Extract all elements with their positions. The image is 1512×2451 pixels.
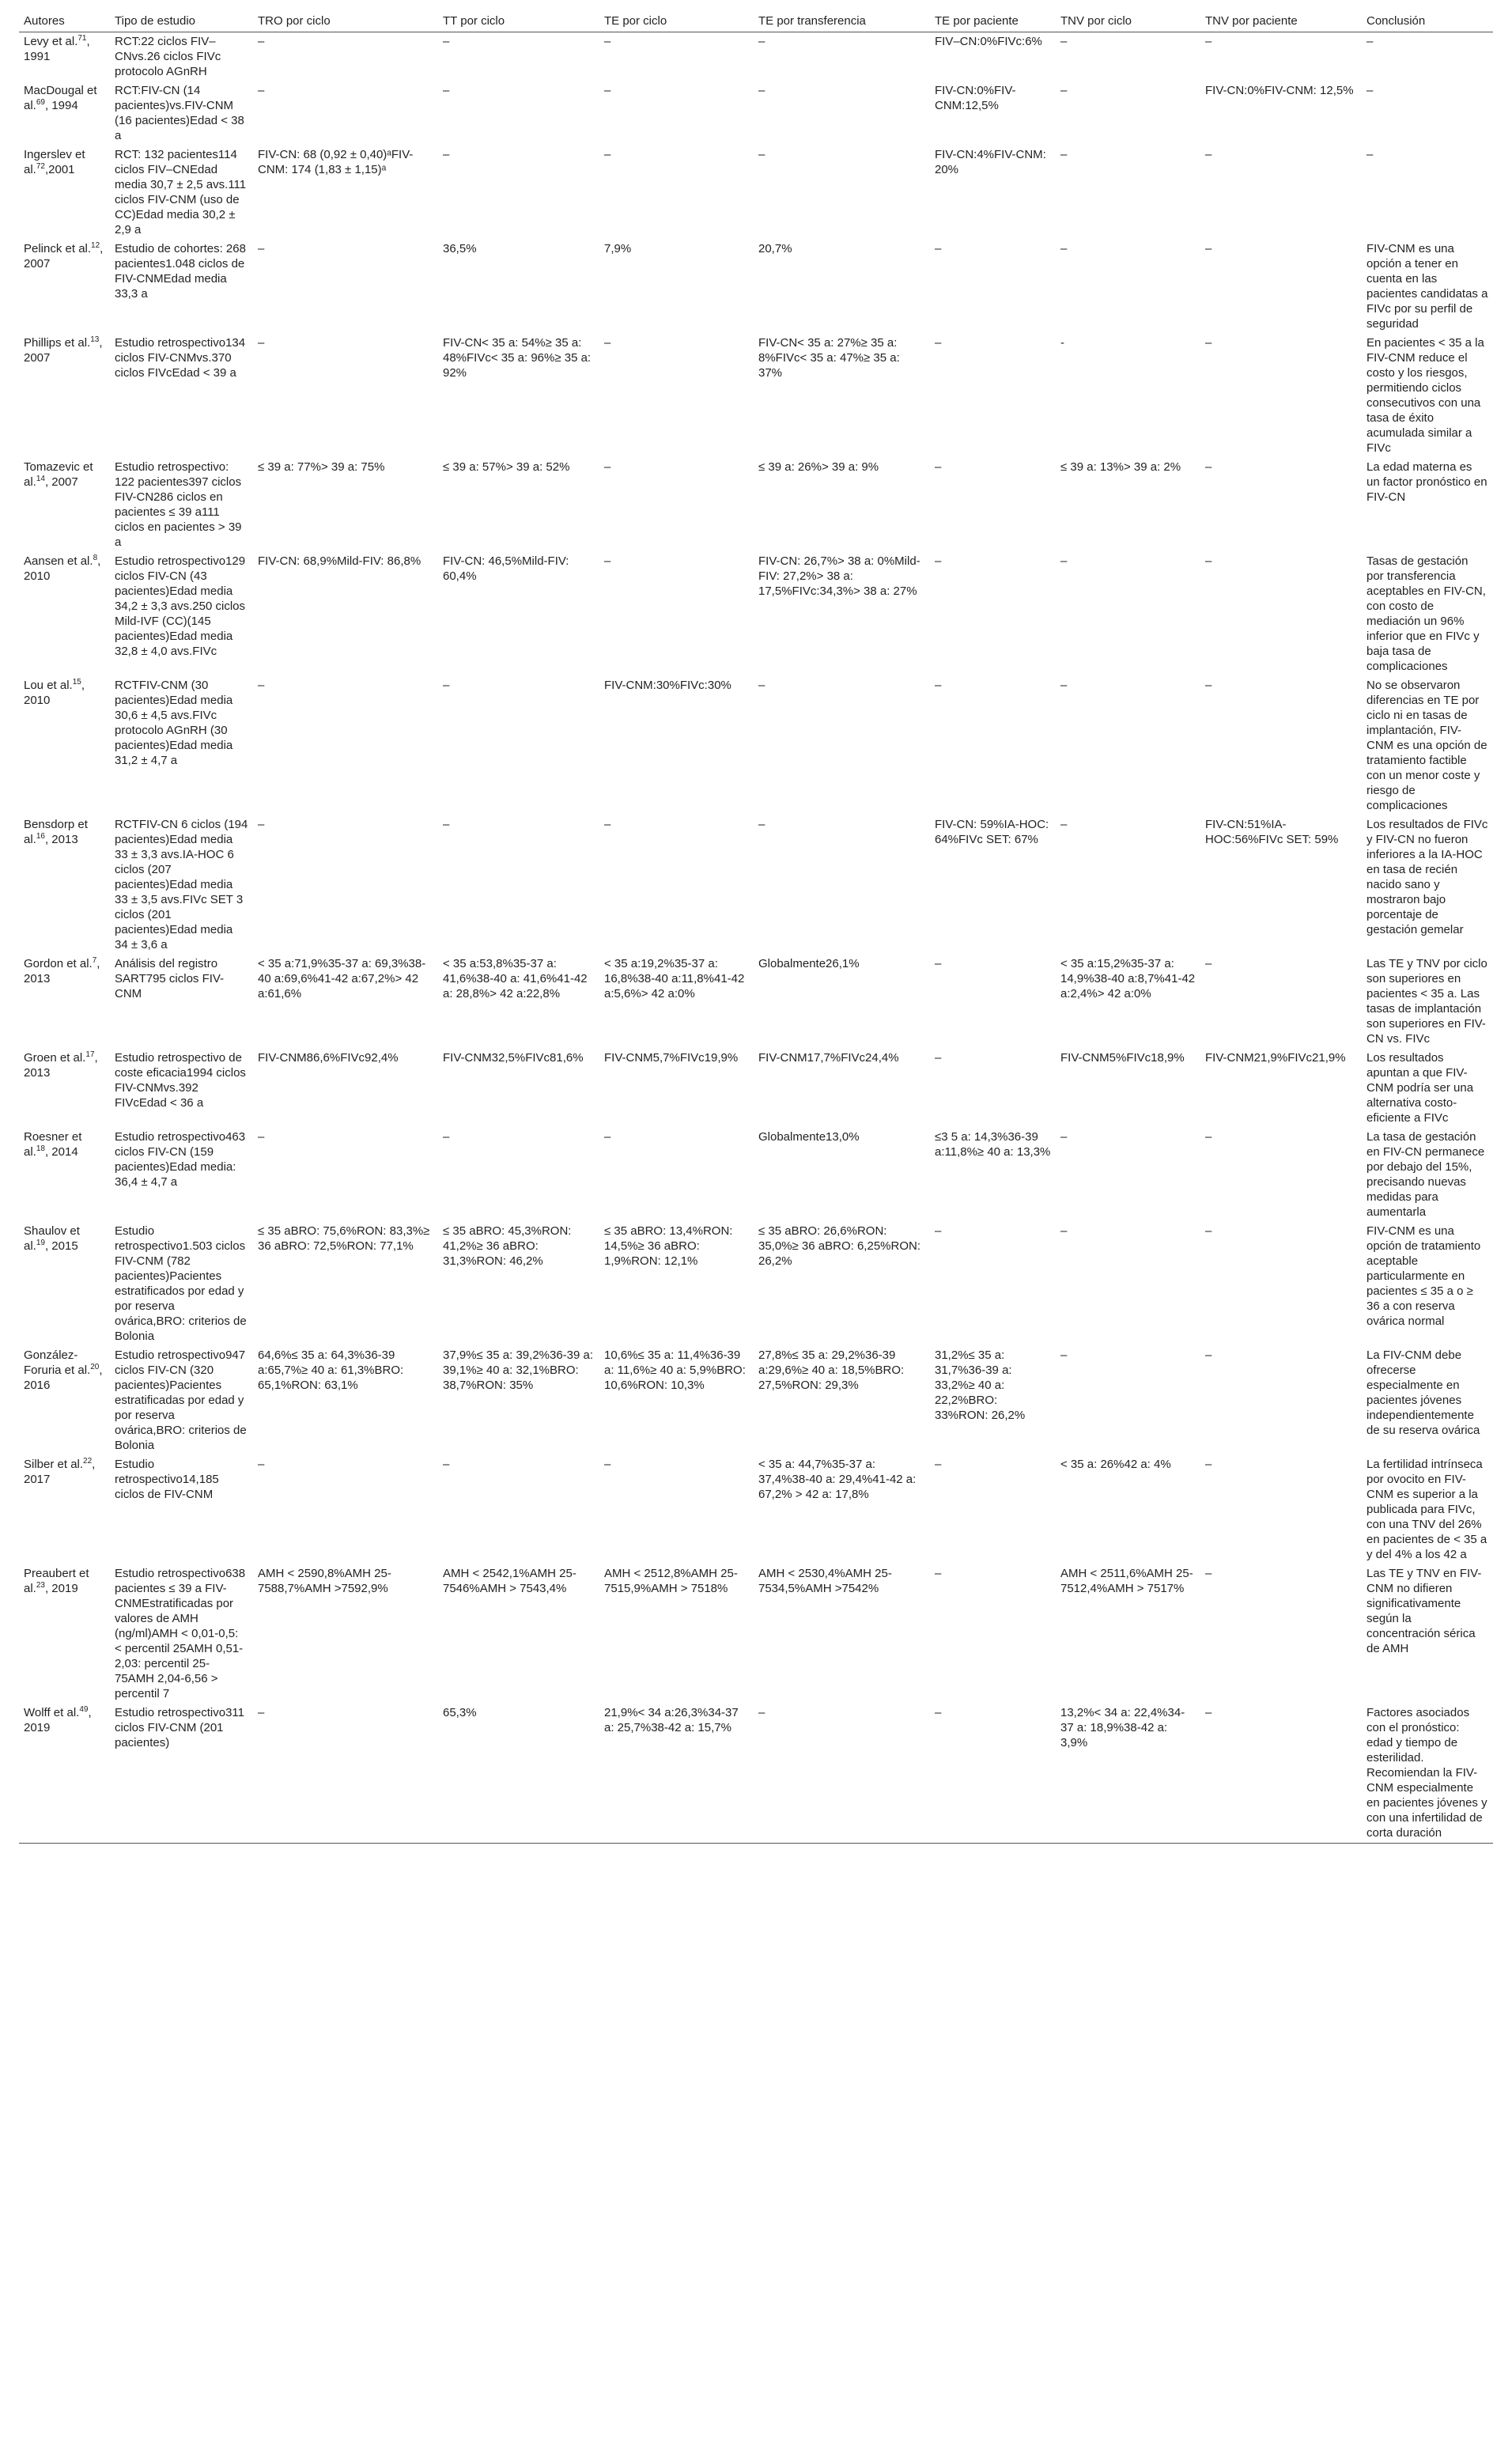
table-row [19, 32, 1493, 82]
author-year: , 2014 [44, 1145, 78, 1159]
reference-number[interactable]: 13 [90, 335, 100, 344]
te-paciente-cell: – [935, 554, 942, 568]
author-name: Ingerslev et al. [24, 148, 85, 176]
tnv-paciente-cell: – [1205, 1130, 1212, 1144]
header-te-transferencia: TE por transferencia [754, 0, 930, 32]
author-name: Gordon et al. [24, 957, 93, 970]
tnv-paciente-cell: – [1205, 35, 1212, 48]
study-type-cell: RCT:FIV-CN (14 pacientes)vs.FIV-CNM (16 pacientes)Edad < 38 a [115, 84, 244, 142]
author-cell [19, 815, 110, 955]
author-name: Aansen et al. [24, 554, 93, 568]
study-type-cell: Estudio retrospectivo1.503 ciclos FIV-CNM (782 pacientes)Pacientes estratificados por edad y por reserva ovárica,BRO: criterios de Bolonia [115, 1224, 247, 1343]
tro-ciclo-cell: ≤ 35 aBRO: 75,6%RON: 83,3%≥ 36 aBRO: 72,5%RON: 77,1% [258, 1224, 430, 1253]
author-year: , 2015 [44, 1239, 78, 1253]
tt-ciclo-cell: – [443, 1130, 450, 1144]
author-year: , 2016 [24, 1364, 103, 1392]
tnv-paciente-cell: – [1205, 1348, 1212, 1362]
te-paciente-cell: FIV-CN: 59%IA-HOC: 64%FIVc SET: 67% [935, 818, 1049, 846]
te-paciente-cell: FIV-CN:0%FIV-CNM:12,5% [935, 84, 1016, 112]
tro-ciclo-cell: – [258, 1130, 265, 1144]
author-name: MacDougal et al. [24, 84, 97, 112]
table-row [19, 146, 1493, 240]
te-ciclo-cell: – [604, 1130, 611, 1144]
tt-ciclo-cell: – [443, 1458, 450, 1471]
tnv-paciente-cell: – [1205, 242, 1212, 255]
tnv-ciclo-cell: < 35 a:15,2%35-37 a: 14,9%38-40 a:8,7%41-42 a:2,4%> 42 a:0% [1060, 957, 1196, 1000]
tro-ciclo-cell: AMH < 2590,8%AMH 25-7588,7%AMH >7592,9% [258, 1567, 391, 1595]
te-ciclo-cell: 7,9% [604, 242, 632, 255]
tnv-paciente-cell: FIV-CN:51%IA-HOC:56%FIVc SET: 59% [1205, 818, 1339, 846]
header-tipo-estudio: Tipo de estudio [110, 0, 253, 32]
author-year: , 2019 [44, 1582, 78, 1595]
conclusion-cell: No se observaron diferencias en TE por ciclo ni en tasas de implantación, FIV-CNM es una opción de tratamiento factible con un menor coste y riesgo de complicaciones [1366, 679, 1487, 812]
author-cell [19, 552, 110, 676]
table-row [19, 458, 1493, 552]
author-year: , 1994 [44, 99, 78, 112]
study-table-container [19, 0, 1493, 1844]
te-transferencia-cell: AMH < 2530,4%AMH 25-7534,5%AMH >7542% [758, 1567, 892, 1595]
tnv-ciclo-cell: ≤ 39 a: 13%> 39 a: 2% [1060, 460, 1181, 474]
te-ciclo-cell: FIV-CNM5,7%FIVc19,9% [604, 1051, 739, 1065]
tnv-ciclo-cell: – [1060, 679, 1068, 692]
tro-ciclo-cell: – [258, 818, 265, 831]
tnv-paciente-cell: – [1205, 460, 1212, 474]
te-ciclo-cell: – [604, 554, 611, 568]
conclusion-cell: La tasa de gestación en FIV-CN permanece por debajo del 15%, precisando nuevas medidas para aumentarla [1366, 1130, 1485, 1219]
reference-number[interactable]: 49 [79, 1705, 89, 1714]
tt-ciclo-cell: – [443, 148, 450, 161]
tt-ciclo-cell: FIV-CNM32,5%FIVc81,6% [443, 1051, 584, 1065]
tnv-ciclo-cell: - [1060, 336, 1064, 350]
author-cell [19, 334, 110, 458]
tt-ciclo-cell: 37,9%≤ 35 a: 39,2%36-39 a: 39,1%≥ 40 a: 32,1%BRO: 38,7%RON: 35% [443, 1348, 594, 1392]
te-paciente-cell: FIV-CN:4%FIV-CNM: 20% [935, 148, 1046, 176]
author-year: , 2007 [24, 242, 104, 270]
reference-number[interactable]: 8 [93, 554, 98, 562]
table-row [19, 1455, 1493, 1564]
tnv-ciclo-cell: FIV-CNM5%FIVc18,9% [1060, 1051, 1185, 1065]
author-name: Pelinck et al. [24, 242, 92, 255]
tt-ciclo-cell: 65,3% [438, 1704, 599, 1844]
tro-ciclo-cell: – [258, 679, 265, 692]
tnv-paciente-cell: FIV-CNM21,9%FIVc21,9% [1205, 1051, 1346, 1065]
tnv-paciente-cell: – [1205, 957, 1212, 970]
tt-ciclo-cell: AMH < 2542,1%AMH 25-7546%AMH > 7543,4% [443, 1567, 576, 1595]
conclusion-cell: Factores asociados con el pronóstico: edad y tiempo de esterilidad. Recomiendan la FIV-CNM especialmente en pacientes jóvenes y con una infertilidad de corta duración [1362, 1704, 1493, 1844]
author-year: , 2017 [24, 1458, 96, 1486]
te-ciclo-cell: 10,6%≤ 35 a: 11,4%36-39 a: 11,6%≥ 40 a: 5,9%BRO: 10,6%RON: 10,3% [604, 1348, 746, 1392]
conclusion-cell: FIV-CNM es una opción de tratamiento aceptable particularmente en pacientes ≤ 35 a o ≥ 36 a con reserva ovárica normal [1366, 1224, 1481, 1328]
te-transferencia-cell: Globalmente13,0% [758, 1130, 860, 1144]
author-cell [19, 1128, 110, 1222]
reference-number[interactable]: 23 [36, 1581, 45, 1590]
author-cell [19, 955, 110, 1049]
study-type-cell: Análisis del registro SART795 ciclos FIV-CNM [115, 957, 225, 1000]
table-row [19, 1128, 1493, 1222]
study-type-cell: RCT:22 ciclos FIV–CNvs.26 ciclos FIVc protocolo AGnRH [115, 35, 221, 78]
table-row [19, 1564, 1493, 1704]
table-row [19, 676, 1493, 815]
te-transferencia-cell: ≤ 39 a: 26%> 39 a: 9% [758, 460, 879, 474]
tro-ciclo-cell: – [258, 35, 265, 48]
author-year: , 2010 [24, 679, 85, 707]
tnv-ciclo-cell: – [1060, 1130, 1068, 1144]
te-transferencia-cell: 20,7% [758, 242, 792, 255]
tt-ciclo-cell: – [443, 35, 450, 48]
author-year: , 1991 [24, 35, 90, 63]
te-ciclo-cell: – [604, 1458, 611, 1471]
study-type-cell: Estudio retrospectivo311 ciclos FIV-CNM (201 pacientes) [110, 1704, 253, 1844]
study-type-cell: Estudio retrospectivo947 ciclos FIV-CN (320 pacientes)Pacientes estratificadas por edad y por reserva ovárica,BRO: criterios de Bolonia [115, 1348, 247, 1452]
table-body [19, 32, 1493, 1844]
author-name: Groen et al. [24, 1051, 86, 1065]
conclusion-cell: – [1366, 84, 1374, 97]
te-transferencia-cell: – [758, 35, 765, 48]
te-paciente-cell: 31,2%≤ 35 a: 31,7%36-39 a: 33,2%≥ 40 a: 22,2%BRO: 33%RON: 26,2% [935, 1348, 1026, 1422]
reference-number[interactable]: 72 [36, 162, 45, 171]
tt-ciclo-cell: ≤ 39 a: 57%> 39 a: 52% [443, 460, 570, 474]
te-ciclo-cell: < 35 a:19,2%35-37 a: 16,8%38-40 a:11,8%41-42 a:5,6%> 42 a:0% [604, 957, 745, 1000]
author-year: ,2001 [44, 163, 75, 176]
reference-number[interactable]: 12 [91, 241, 100, 250]
tnv-ciclo-cell: – [1060, 35, 1068, 48]
reference-number[interactable]: 18 [36, 1144, 45, 1153]
study-type-cell: Estudio de cohortes: 268 pacientes1.048 ciclos de FIV-CNMEdad media 33,3 a [115, 242, 246, 301]
author-cell [19, 458, 110, 552]
tt-ciclo-cell: – [443, 818, 450, 831]
author-name: Tomazevic et al. [24, 460, 93, 489]
author-year: , 2013 [44, 833, 78, 846]
table-row [19, 552, 1493, 676]
study-type-cell: Estudio retrospectivo638 pacientes ≤ 39 a FIV-CNMEstratificadas por valores de AMH (ng/ml)AMH < 0,01-0,5: < percentil 25AMH 0,51-2,03: percentil 25-75AMH 2,04-6,56 > percentil 7 [115, 1567, 246, 1700]
reference-number[interactable]: 22 [83, 1457, 93, 1466]
te-paciente-cell: FIV–CN:0%FIVc:6% [935, 35, 1042, 48]
reference-number[interactable]: 71 [77, 34, 87, 43]
tnv-ciclo-cell: – [1060, 242, 1068, 255]
tnv-paciente-cell: – [1200, 1704, 1362, 1844]
te-paciente-cell: – [935, 679, 942, 692]
author-cell [19, 32, 110, 82]
conclusion-cell: Las TE y TNV en FIV-CNM no difieren significativamente según la concentración sérica de AMH [1366, 1567, 1482, 1655]
conclusion-cell: La FIV-CNM debe ofrecerse especialmente en pacientes jóvenes independientemente de su reserva ovárica [1366, 1348, 1480, 1437]
tt-ciclo-cell: < 35 a:53,8%35-37 a: 41,6%38-40 a: 41,6%41-42 a: 28,8%> 42 a:22,8% [443, 957, 588, 1000]
author-name: Roesner et al. [24, 1130, 82, 1159]
tnv-paciente-cell: – [1205, 554, 1212, 568]
author-cell [19, 240, 110, 334]
tt-ciclo-cell: – [443, 84, 450, 97]
author-cell [19, 1222, 110, 1346]
te-transferencia-cell: FIV-CNM17,7%FIVc24,4% [758, 1051, 899, 1065]
te-paciente-cell: – [935, 460, 942, 474]
te-transferencia-cell: – [754, 1704, 930, 1844]
author-cell [19, 1049, 110, 1128]
author-name: Bensdorp et al. [24, 818, 88, 846]
te-transferencia-cell: < 35 a: 44,7%35-37 a: 37,4%38-40 a: 29,4%41-42 a: 67,2% > 42 a: 17,8% [758, 1458, 917, 1501]
te-paciente-cell: – [935, 957, 942, 970]
table-row [19, 1222, 1493, 1346]
conclusion-cell: Los resultados de FIVc y FIV-CN no fueron inferiores a la IA-HOC en tasa de recién nacido sano y mostraron bajo porcentaje de gestación gemelar [1366, 818, 1488, 936]
study-type-cell: Estudio retrospectivo: 122 pacientes397 ciclos FIV-CN286 ciclos en pacientes ≤ 39 a111 ciclos en pacientes > 39 a [115, 460, 242, 549]
te-transferencia-cell: – [758, 679, 765, 692]
author-year: , 2013 [24, 1051, 98, 1080]
table-row [19, 334, 1493, 458]
study-type-cell: Estudio retrospectivo129 ciclos FIV-CN (43 pacientes)Edad media 34,2 ± 3,3 avs.250 ciclos Mild-IVF (CC)(145 pacientes)Edad media 32,8 ± 4,0 avs.FIVc [115, 554, 246, 658]
te-ciclo-cell: FIV-CNM:30%FIVc:30% [604, 679, 731, 692]
author-name: Preaubert et al. [24, 1567, 89, 1595]
header-autores: Autores [19, 0, 110, 32]
study-type-cell: Estudio retrospectivo463 ciclos FIV-CN (159 pacientes)Edad media: 36,4 ± 4,7 a [115, 1130, 246, 1189]
tro-ciclo-cell: – [258, 242, 265, 255]
reference-number[interactable]: 7 [92, 956, 97, 965]
tro-ciclo-cell: FIV-CN: 68 (0,92 ± 0,40)ᵃFIV-CNM: 174 (1,83 ± 1,15)ᵃ [258, 148, 414, 176]
te-paciente-cell: – [935, 1051, 942, 1065]
te-paciente-cell: – [935, 1458, 942, 1471]
reference-number[interactable]: 17 [85, 1050, 95, 1059]
author-cell [19, 676, 110, 815]
tnv-paciente-cell: FIV-CN:0%FIV-CNM: 12,5% [1205, 84, 1354, 97]
studies-table [19, 0, 1493, 1844]
conclusion-cell: Tasas de gestación por transferencia aceptables en FIV-CN, con costo de mediación un 96% inferior que en FIVc y baja tasa de complicaciones [1366, 554, 1486, 673]
author-name: González-Foruria et al. [24, 1348, 91, 1377]
te-ciclo-cell: 21,9%< 34 a:26,3%34-37 a: 25,7%38-42 a: 15,7% [599, 1704, 754, 1844]
tro-ciclo-cell: FIV-CNM86,6%FIVc92,4% [258, 1051, 399, 1065]
tro-ciclo-cell: 64,6%≤ 35 a: 64,3%36-39 a:65,7%≥ 40 a: 61,3%BRO: 65,1%RON: 63,1% [258, 1348, 404, 1392]
author-name: Shaulov et al. [24, 1224, 80, 1253]
te-ciclo-cell: – [604, 84, 611, 97]
author-cell [19, 146, 110, 240]
te-transferencia-cell: 27,8%≤ 35 a: 29,2%36-39 a:29,6%≥ 40 a: 18,5%BRO: 27,5%RON: 29,3% [758, 1348, 905, 1392]
te-transferencia-cell: – [758, 84, 765, 97]
author-year: , 2013 [24, 957, 100, 985]
author-name: Levy et al. [24, 35, 78, 48]
table-row [19, 1704, 1493, 1844]
study-type-cell: RCTFIV-CN 6 ciclos (194 pacientes)Edad media 33 ± 3,3 avs.IA-HOC 6 ciclos (207 pacientes)Edad media 33 ± 3,5 avs.FIVc SET 3 ciclos (201 pacientes)Edad media 34 ± 3,6 a [115, 818, 248, 951]
table-header-row [19, 0, 1493, 32]
te-ciclo-cell: – [604, 35, 611, 48]
te-ciclo-cell: – [604, 148, 611, 161]
tro-ciclo-cell: – [258, 336, 265, 350]
author-name: Phillips et al. [24, 336, 91, 350]
author-cell [19, 1455, 110, 1564]
te-ciclo-cell: AMH < 2512,8%AMH 25-7515,9%AMH > 7518% [604, 1567, 738, 1595]
header-conclusion: Conclusión [1362, 0, 1493, 32]
reference-number[interactable]: 16 [36, 832, 45, 841]
te-transferencia-cell: – [758, 818, 765, 831]
te-transferencia-cell: FIV-CN: 26,7%> 38 a: 0%Mild-FIV: 27,2%> 38 a: 17,5%FIVc:34,3%> 38 a: 27% [758, 554, 920, 598]
tro-ciclo-cell: – [258, 1458, 265, 1471]
te-ciclo-cell: ≤ 35 aBRO: 13,4%RON: 14,5%≥ 36 aBRO: 1,9%RON: 12,1% [604, 1224, 733, 1268]
author-name: Silber et al. [24, 1458, 84, 1471]
tnv-ciclo-cell: AMH < 2511,6%AMH 25-7512,4%AMH > 7517% [1060, 1567, 1193, 1595]
header-tt-ciclo: TT por ciclo [438, 0, 599, 32]
table-row [19, 240, 1493, 334]
tnv-ciclo-cell: < 35 a: 26%42 a: 4% [1060, 1458, 1171, 1471]
tnv-paciente-cell: – [1205, 1224, 1212, 1238]
study-type-cell: Estudio retrospectivo14,185 ciclos de FIV-CNM [115, 1458, 219, 1501]
author-cell [19, 1704, 110, 1844]
header-tnv-ciclo: TNV por ciclo [1056, 0, 1200, 32]
table-row [19, 1049, 1493, 1128]
conclusion-cell: – [1366, 35, 1374, 48]
tnv-ciclo-cell: – [1060, 84, 1068, 97]
tnv-paciente-cell: – [1205, 336, 1212, 350]
author-cell [19, 1346, 110, 1455]
te-paciente-cell: – [935, 1567, 942, 1580]
conclusion-cell: La fertilidad intrínseca por ovocito en FIV-CNM es superior a la publicada para FIVc, con una TNV del 26% en pacientes de < 35 a y del 4% a los 42 a [1366, 1458, 1487, 1561]
conclusion-cell: La edad materna es un factor pronóstico en FIV-CN [1366, 460, 1487, 504]
tnv-ciclo-cell: – [1060, 1224, 1068, 1238]
author-cell [19, 81, 110, 146]
tro-ciclo-cell: ≤ 39 a: 77%> 39 a: 75% [258, 460, 385, 474]
reference-number[interactable]: 69 [36, 98, 45, 107]
te-paciente-cell: ≤3 5 a: 14,3%36-39 a:11,8%≥ 40 a: 13,3% [935, 1130, 1051, 1159]
te-ciclo-cell: – [604, 818, 611, 831]
tnv-paciente-cell: – [1205, 1458, 1212, 1471]
te-ciclo-cell: – [604, 460, 611, 474]
tro-ciclo-cell: – [253, 1704, 438, 1844]
tt-ciclo-cell: ≤ 35 aBRO: 45,3%RON: 41,2%≥ 36 aBRO: 31,3%RON: 46,2% [443, 1224, 572, 1268]
tnv-ciclo-cell: – [1060, 1348, 1068, 1362]
tnv-paciente-cell: – [1205, 1567, 1212, 1580]
study-type-cell: RCT: 132 pacientes114 ciclos FIV–CNEdad media 30,7 ± 2,5 avs.111 ciclos FIV-CNM (uso de CC)Edad media 30,2 ± 2,9 a [115, 148, 247, 236]
tnv-ciclo-cell: – [1060, 554, 1068, 568]
tnv-ciclo-cell: 13,2%< 34 a: 22,4%34-37 a: 18,9%38-42 a: 3,9% [1056, 1704, 1200, 1844]
study-type-cell: RCTFIV-CNM (30 pacientes)Edad media 30,6 ± 4,5 avs.FIVc protocolo AGnRH (30 pacientes)Edad media 31,2 ± 4,7 a [115, 679, 233, 767]
te-paciente-cell: – [935, 1224, 942, 1238]
conclusion-cell: Los resultados apuntan a que FIV-CNM podría ser una alternativa costo-eficiente a FIVc [1366, 1051, 1474, 1125]
reference-number[interactable]: 20 [90, 1363, 100, 1371]
table-row [19, 81, 1493, 146]
author-cell [19, 1564, 110, 1704]
author-year: , 2019 [24, 1706, 92, 1734]
reference-number[interactable]: 15 [72, 678, 81, 687]
author-year: , 2010 [24, 554, 101, 583]
table-row [19, 955, 1493, 1049]
tt-ciclo-cell: 36,5% [443, 242, 477, 255]
tt-ciclo-cell: – [443, 679, 450, 692]
reference-number[interactable]: 19 [36, 1239, 45, 1247]
tro-ciclo-cell: – [258, 84, 265, 97]
header-te-ciclo: TE por ciclo [599, 0, 754, 32]
table-row [19, 815, 1493, 955]
author-year: , 2007 [24, 336, 103, 365]
te-paciente-cell: – [935, 242, 942, 255]
author-name: Wolff et al. [24, 1706, 80, 1719]
tt-ciclo-cell: FIV-CN< 35 a: 54%≥ 35 a: 48%FIVc< 35 a: 96%≥ 35 a: 92% [443, 336, 592, 380]
conclusion-cell: En pacientes < 35 a la FIV-CNM reduce el costo y los riesgos, permitiendo ciclos consecutivos con una tasa de éxito acumulada similar a FIVc [1366, 336, 1484, 455]
conclusion-cell: – [1366, 148, 1374, 161]
te-transferencia-cell: ≤ 35 aBRO: 26,6%RON: 35,0%≥ 36 aBRO: 6,25%RON: 26,2% [758, 1224, 920, 1268]
table-row [19, 1346, 1493, 1455]
tnv-paciente-cell: – [1205, 679, 1212, 692]
header-tnv-paciente: TNV por paciente [1200, 0, 1362, 32]
tnv-ciclo-cell: – [1060, 148, 1068, 161]
te-paciente-cell: – [930, 1704, 1056, 1844]
study-type-cell: Estudio retrospectivo de coste eficacia1994 ciclos FIV-CNMvs.392 FIVcEdad < 36 a [115, 1051, 246, 1110]
tnv-ciclo-cell: – [1060, 818, 1068, 831]
header-te-paciente: TE por paciente [930, 0, 1056, 32]
conclusion-cell: Las TE y TNV por ciclo son superiores en pacientes < 35 a. Las tasas de implantación son superiores en FIV-CN vs. FIVc [1366, 957, 1487, 1046]
te-ciclo-cell: – [604, 336, 611, 350]
tnv-paciente-cell: – [1205, 148, 1212, 161]
tro-ciclo-cell: < 35 a:71,9%35-37 a: 69,3%38-40 a:69,6%41-42 a:67,2%> 42 a:61,6% [258, 957, 426, 1000]
te-paciente-cell: – [935, 336, 942, 350]
author-year: , 2007 [44, 475, 78, 489]
header-tro-ciclo: TRO por ciclo [253, 0, 438, 32]
te-transferencia-cell: Globalmente26,1% [758, 957, 860, 970]
tro-ciclo-cell: FIV-CN: 68,9%Mild-FIV: 86,8% [258, 554, 421, 568]
te-transferencia-cell: – [758, 148, 765, 161]
te-transferencia-cell: FIV-CN< 35 a: 27%≥ 35 a: 8%FIVc< 35 a: 47%≥ 35 a: 37% [758, 336, 900, 380]
conclusion-cell: FIV-CNM es una opción a tener en cuenta en las pacientes candidatas a FIVc por su perfil de seguridad [1366, 242, 1488, 331]
tt-ciclo-cell: FIV-CN: 46,5%Mild-FIV: 60,4% [443, 554, 569, 583]
reference-number[interactable]: 14 [36, 475, 45, 483]
study-type-cell: Estudio retrospectivo134 ciclos FIV-CNMvs.370 ciclos FIVcEdad < 39 a [115, 336, 246, 380]
author-name: Lou et al. [24, 679, 73, 692]
